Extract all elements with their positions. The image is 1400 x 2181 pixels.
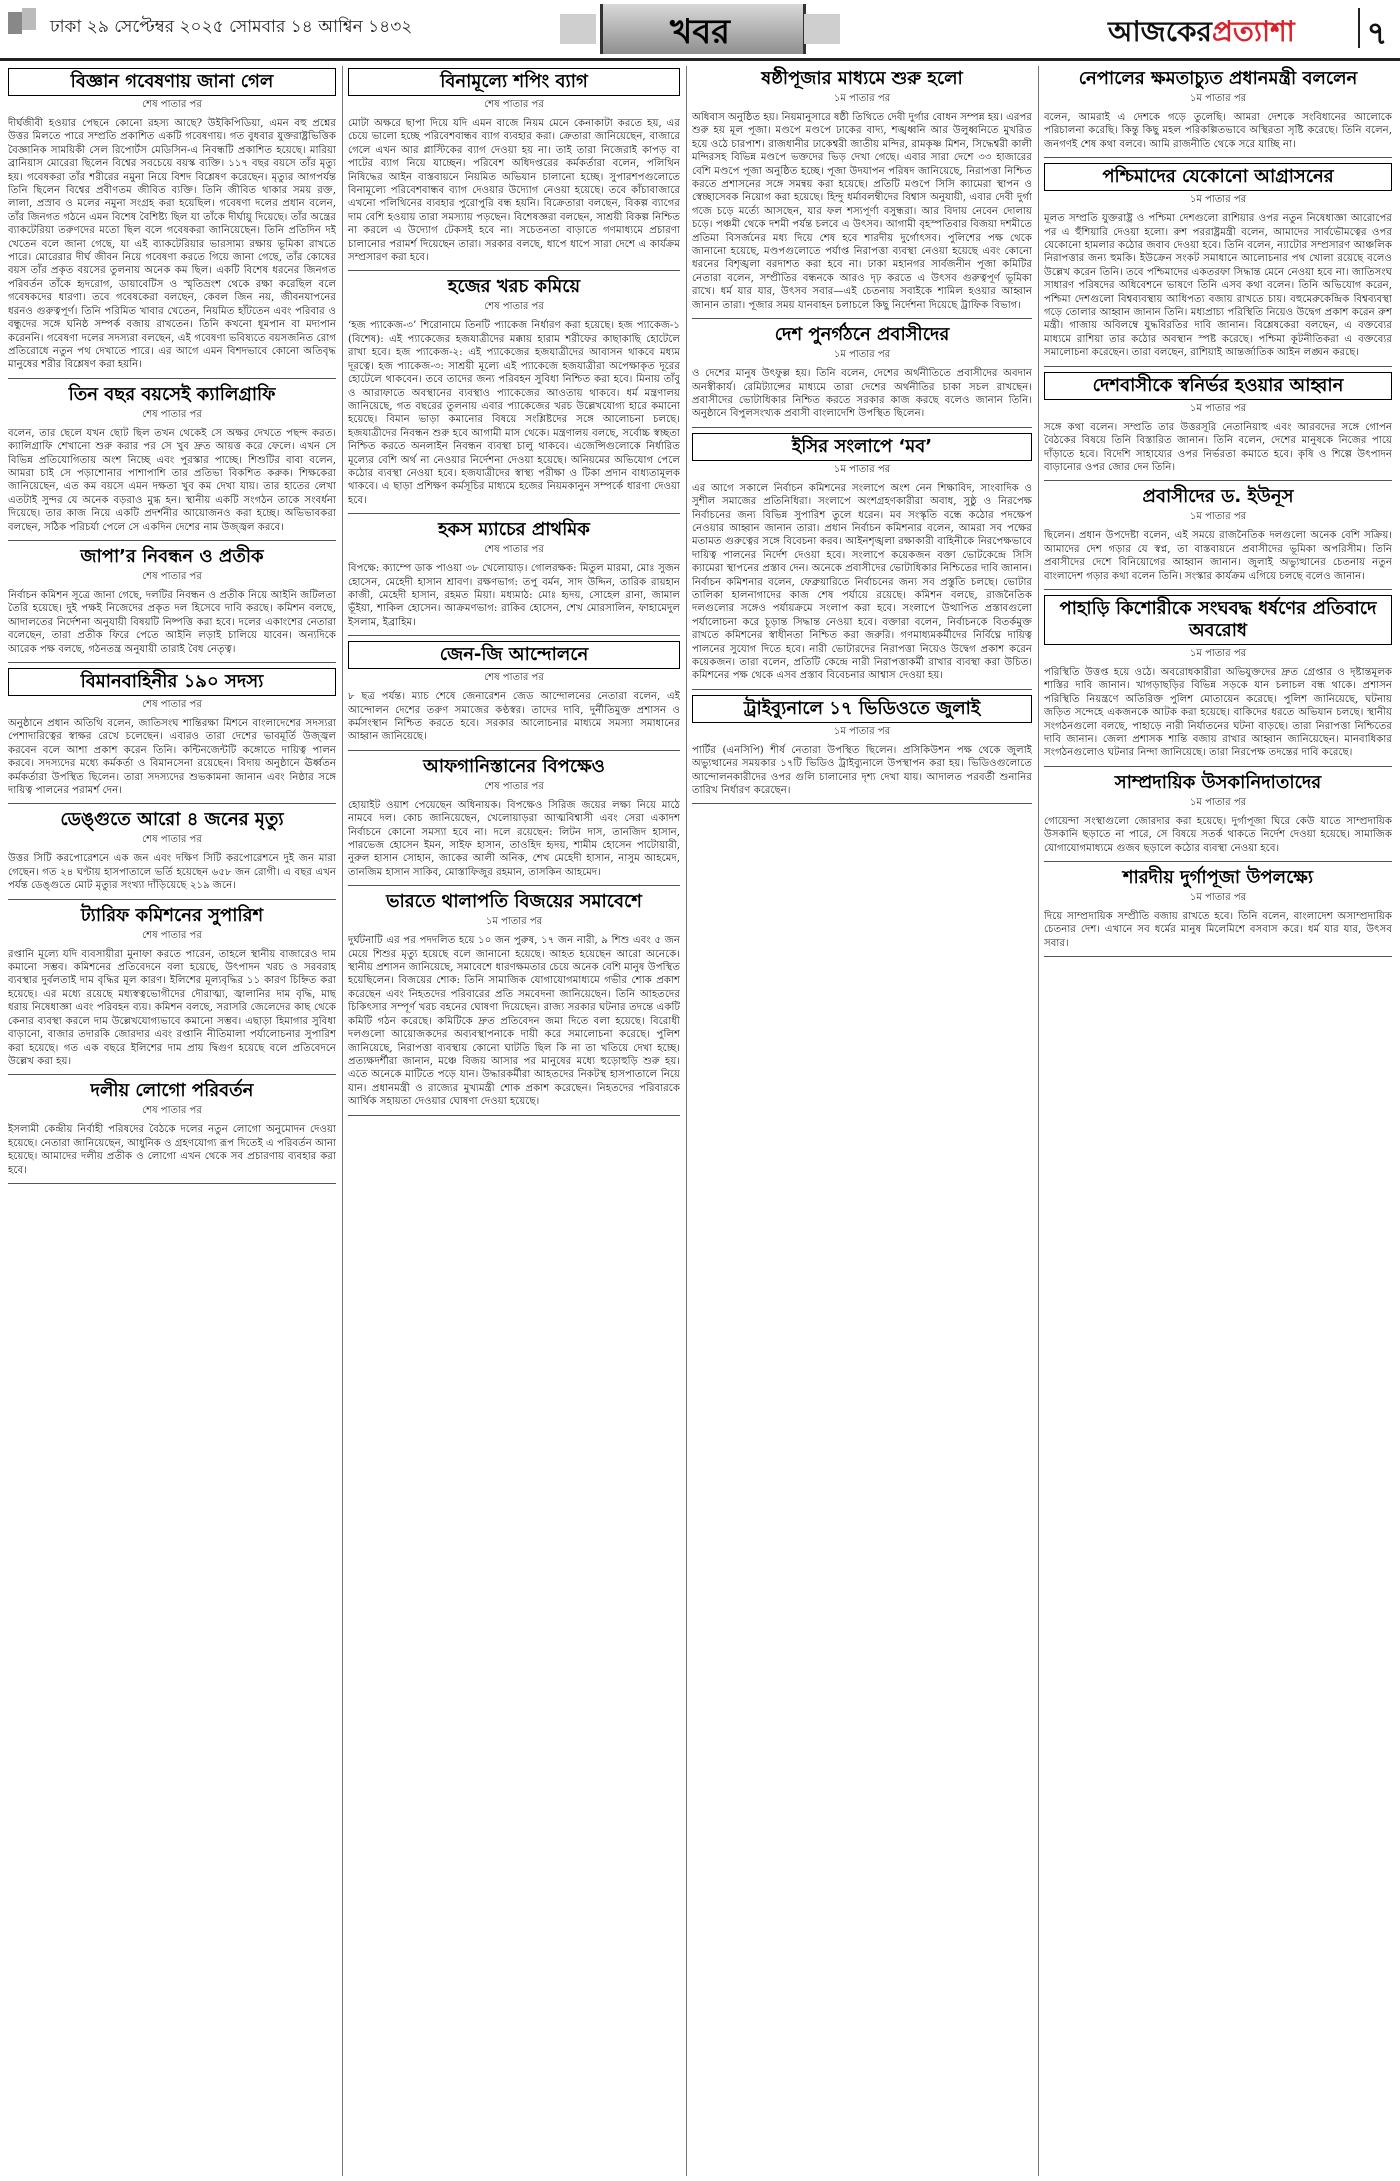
article-headline: দেশ পুনর্গঠনে প্রবাসীদের	[774, 324, 950, 346]
article-divider	[1044, 589, 1392, 590]
article-headline: দেশবাসীকে স্বনির্ভর হওয়ার আহ্বান	[1044, 372, 1392, 400]
article-body: বলেন, তার ছেলে যখন ছোট ছিল তখন থেকেই সে অক্ষর দেখতে পছন্দ করত। ক্যালিগ্রাফি শেখানো শুরু করার পর সে খুব দ্রুত আয়ত্ত করে ফেলে। এখন সে বিভিন্ন প্রতিযোগিতায় অংশ নিচ্ছে এবং পুরস্কার পাচ্ছে। শিশুটির বাবা বলেন, আমরা চাই সে পড়াশোনার পাশাপাশি তার প্রতিভা বিকশিত করুক। শিক্ষকেরা জানিয়েছেন, এত কম বয়সে এমন দক্ষতা খুব কম দেখা যায়। তার হাতের লেখা এতটাই সুন্দর যে অনেক বড়রাও মুগ্ধ হন। স্থানীয় একটি সংগঠন তাকে সংবর্ধনা দিয়েছে। তার কাজ নিয়ে একটি প্রদর্শনীর আয়োজনও করা হচ্ছে। অভিভাবকরা বলছেন, সঠিক পরিচর্যা পেলে সে একদিন দেশের নাম উজ্জ্বল করবে।	[8, 427, 336, 533]
continuation-note: ১ম পাতার পর	[1189, 402, 1247, 414]
continuation-note: ১ম পাতার পর	[833, 349, 891, 361]
article-headline: পাহাড়ি কিশোরীকে সংঘবদ্ধ ধর্ষণের প্রতিবাদে অবরোধ	[1044, 595, 1392, 645]
continuation-note: শেষ পাতার পর	[484, 99, 544, 110]
page-number: ৭	[1358, 8, 1394, 48]
article	[8, 546, 336, 656]
article-headline: বিমানবাহিনীর ১৯০ সদস্য	[8, 668, 336, 696]
article-headline: বিনামূল্যে শপিং ব্যাগ	[348, 68, 680, 96]
article-headline: পশ্চিমাদের যেকোনো আগ্রাসনের	[1044, 163, 1392, 191]
article-body: ছিলেন। প্রধান উপদেষ্টা বলেন, এই সময়ে রাজনৈতিক দলগুলো অনেক বেশি সক্রিয়। আমাদের দেশ গড়ার যে স্বপ্ন, তা বাস্তবায়নে প্রবাসীদের ভূমিকা অপরিসীম। তিনি প্রবাসীদের দেশে বিনিয়োগের আহ্বান জানান। জুলাই অভ্যুত্থানের চেতনায় নতুন বাংলাদেশ গড়ার কথা বলেন তিনি। সংস্কার কার্যক্রম এগিয়ে চলছে বলেও জানান।	[1044, 530, 1392, 582]
article-divider	[692, 427, 1032, 428]
article	[348, 68, 680, 264]
article	[8, 68, 336, 372]
article	[348, 519, 680, 629]
article	[692, 68, 1032, 312]
article-headline: প্রবাসীদের ড. ইউনূস	[1142, 486, 1294, 508]
article-divider	[8, 1183, 336, 1184]
article-divider	[1044, 480, 1392, 481]
logo-accent: প্রত্যাশা	[1211, 15, 1295, 48]
article-body: দুর্ঘটনাটি এর পর পদদলিত হয়ে ১০ জন পুরুষ, ১৭ জন নারী, ৯ শিশু এবং ৫ জন মেয়ে শিশুর মৃত্যু হয়েছে বলে জানানো হয়েছে। আহত হয়েছেন আরো অনেকে। স্থানীয় প্রশাসন জানিয়েছে, সমাবেশে ধারণক্ষমতার চেয়ে অনেক বেশি মানুষ উপস্থিত হয়েছিলেন। বিজয়ের শোক: তিনি সামাজিক যোগাযোগমাধ্যমে গভীর শোক প্রকাশ করেছেন এবং নিহতদের পরিবারের প্রতি সমবেদনা জানিয়েছেন। তিনি আহতদের চিকিৎসার সম্পূর্ণ খরচ বহনের ঘোষণা দিয়েছেন। রাজ্য সরকার ঘটনার তদন্তে একটি কমিটি গঠন করেছে। কমিটিকে দ্রুত প্রতিবেদন জমা দিতে বলা হয়েছে। বিরোধী দলগুলো আয়োজকদের অব্যবস্থাপনাকে দায়ী করে সমালোচনা করেছে। পুলিশ জানিয়েছে, নিরাপত্তা ব্যবস্থায় কোনো ঘাটতি ছিল কি না তা খতিয়ে দেখা হচ্ছে। প্রত্যক্ষদর্শীরা জানান, মঞ্চে বিজয় আসার পর মানুষের মধ্যে হুড়োহুড়ি শুরু হয়। এতে অনেকে মাটিতে পড়ে যান। উদ্ধারকর্মীরা আহতদের নিকটস্থ হাসপাতালে নিয়ে যান। প্রধানমন্ত্রী ও রাজ্যের মুখ্যমন্ত্রী শোক প্রকাশ করেছেন। নিহতদের পরিবারকে আর্থিক সহায়তা দেওয়ার ঘোষণা দেওয়া হয়েছে।	[348, 935, 680, 1108]
article-divider	[8, 803, 336, 804]
column-divider	[342, 66, 343, 2176]
article-body: এর আগে সকালে নির্বাচন কমিশনের সংলাপে অংশ নেন শিক্ষাবিদ, সাংবাদিক ও সুশীল সমাজের প্রতিনিধিরা। সংলাপে অংশগ্রহণকারীরা অবাধ, সুষ্ঠু ও নিরপেক্ষ নির্বাচনের জন্য বিভিন্ন সুপারিশ তুলে ধরেন। মব সংস্কৃতি বন্ধে কঠোর পদক্ষেপ নেওয়ার আহ্বান জানান তারা। প্রধান নির্বাচন কমিশনার বলেন, আমরা সব পক্ষের মতামত গুরুত্বের সঙ্গে বিবেচনা করব। আইনশৃঙ্খলা রক্ষাকারী বাহিনীকে নিরপেক্ষভাবে দায়িত্ব পালনের নির্দেশ দেওয়া হবে। সংলাপে কয়েকজন বক্তা ভোটকেন্দ্রে সিসি ক্যামেরা স্থাপনের প্রস্তাব দেন। অনেকে প্রবাসীদের ভোটাধিকার নিশ্চিতের দাবি জানান। নির্বাচন কমিশনার বলেন, ফেব্রুয়ারিতে নির্বাচনের জন্য সব প্রস্তুতি চলছে। ভোটার তালিকা হালনাগাদের কাজ শেষ পর্যায়ে রয়েছে। কমিশন বলছে, রাজনৈতিক দলগুলোর সঙ্গেও পর্যায়ক্রমে সংলাপ করা হবে। সংলাপে উত্থাপিত প্রস্তাবগুলো পর্যালোচনা করে চূড়ান্ত সিদ্ধান্ত নেওয়া হবে। বক্তারা বলেন, নির্বাচনকে বিতর্কমুক্ত রাখতে কমিশনের স্বাধীনতা নিশ্চিত করা জরুরি। গণমাধ্যমকর্মীদের নির্বিঘ্নে দায়িত্ব পালনের সুযোগ দিতে হবে। নারী ভোটারদের নিরাপত্তা নিয়েও উদ্বেগ প্রকাশ করেন কয়েকজন। তারা বলেন, প্রতিটি কেন্দ্রে নারী নিরাপত্তাকর্মী রাখার ব্যবস্থা করা উচিত। কমিশনের পক্ষ থেকে এসব প্রস্তাব বিবেচনার আশ্বাস দেওয়া হয়।	[692, 482, 1032, 682]
article-body: মূলত সম্প্রতি যুক্তরাষ্ট্র ও পশ্চিমা দেশগুলো রাশিয়ার ওপর নতুন নিষেধাজ্ঞা আরোপের পর এ হুঁশিয়ারি দেওয়া হলো। রুশ পররাষ্ট্রমন্ত্রী বলেন, আমাদের সার্বভৌমত্বের ওপর যেকোনো হামলার কঠোর জবাব দেওয়া হবে। তিনি বলেন, ন্যাটোর সম্প্রসারণ আঞ্চলিক নিরাপত্তার জন্য হুমকি। ইউক্রেন সংকট সমাধানে আলোচনার পথ খোলা রয়েছে বলেও উল্লেখ করেন তিনি। তবে পশ্চিমাদের একতরফা সিদ্ধান্ত মেনে নেওয়া হবে না। জাতিসংঘ সাধারণ পরিষদের অধিবেশনে ভাষণে তিনি এসব কথা বলেন। তিনি অভিযোগ করেন, পশ্চিমা দেশগুলো বিশ্বব্যবস্থায় আধিপত্য বজায় রাখতে চায়। বহুমেরুকেন্দ্রিক বিশ্বব্যবস্থা গড়ে তোলার আহ্বান জানান তিনি। মধ্যপ্রাচ্য পরিস্থিতি নিয়েও উদ্বেগ প্রকাশ করেন রুশ মন্ত্রী। গাজায় অবিলম্বে যুদ্ধবিরতির দাবি জানান। বিশ্লেষকেরা বলছেন, এ বক্তব্যের মাধ্যমে রাশিয়া তার কঠোর অবস্থান স্পষ্ট করেছে। পশ্চিমা কূটনীতিকরা এ বক্তব্যের সমালোচনা করেছেন। তারা বলছেন, রাশিয়াই আন্তর্জাতিক আইন লঙ্ঘন করছে।	[1044, 213, 1392, 359]
continuation-note: শেষ পাতার পর	[484, 544, 544, 556]
article-body: নির্বাচন কমিশন সূত্রে জানা গেছে, দলটির নিবন্ধন ও প্রতীক নিয়ে আইনি জটিলতা তৈরি হয়েছে। দুই পক্ষই নিজেদের প্রকৃত দল হিসেবে দাবি করছে। কমিশন বলছে, আদালতের নির্দেশনা অনুযায়ী বিষয়টি নিষ্পত্তি করা হবে। দলের একাংশের নেতারা বলেছেন, তারা প্রতীক ফিরে পেতে আইনি লড়াই চালিয়ে যাবেন। অন্যদিকে আরেক পক্ষ বলছে, গঠনতন্ত্র অনুযায়ী তারাই বৈধ নেতৃত্ব।	[8, 589, 336, 655]
article-headline: আফগানিস্তানের বিপক্ষেও	[423, 755, 605, 777]
article-headline: বিজ্ঞান গবেষণায় জানা গেল	[8, 68, 336, 96]
article-divider	[8, 1074, 336, 1075]
article-body: হোয়াইট ওয়াশ পেয়েছেন অধিনায়ক। বিপক্ষেও সিরিজ জয়ের লক্ষ্য নিয়ে মাঠে নামবে দল। কোচ জানিয়েছেন, খেলোয়াড়রা আত্মবিশ্বাসী এবং সেরা একাদশ নির্বাচনে কোনো সমস্যা হবে না। দলে রয়েছেন: লিটন দাস, তানজিদ হাসান, পারভেজ হোসেন ইমন, সাইফ হাসান, তাওহিদ হৃদয়, শামীম হোসেন পাটোয়ারী, নুরুল হাসান সোহান, জাকের আলী অনিক, শেখ মেহেদী হাসান, নাসুম আহমেদ, তানজিম হাসান সাকিব, মোস্তাফিজুর রহমান, তাসকিন আহমেদ।	[348, 799, 680, 878]
article-divider	[692, 689, 1032, 690]
article-headline: ভারতে থালাপতি বিজয়ের সমাবেশে	[386, 891, 642, 913]
article-headline: ইসির সংলাপে ‘মব’	[692, 433, 1032, 461]
article-body: অনুষ্ঠানে প্রধান অতিথি বলেন, জাতিসংঘ শান্তিরক্ষা মিশনে বাংলাদেশের সদস্যরা পেশাদারিত্বের স্বাক্ষর রেখে চলেছেন। এবারও তারা দেশের ভাবমূর্তি উজ্জ্বল করবেন বলে আশা প্রকাশ করেন তিনি। কন্টিনজেন্টটি কঙ্গোতে দায়িত্ব পালন করবে। সদস্যদের মধ্যে কর্মকর্তা ও বিমানসেনা রয়েছেন। বিদায় অনুষ্ঠানে ঊর্ধ্বতন কর্মকর্তারা উপস্থিত ছিলেন। তারা সদস্যদের শুভকামনা জানান এবং নিষ্ঠার সঙ্গে দায়িত্ব পালনের পরামর্শ দেন।	[8, 718, 336, 797]
continuation-note: ১ম পাতার পর	[833, 93, 891, 104]
article	[348, 641, 680, 744]
article	[1044, 163, 1392, 359]
article-headline: ট্যারিফ কমিশনের সুপারিশ	[80, 904, 264, 926]
article-divider	[8, 378, 336, 379]
issue-date: ঢাকা ২৯ সেপ্টেম্বর ২০২৫ সোমবার ১৪ আশ্বিন ১৪৩২	[50, 17, 413, 37]
continuation-note: শেষ পাতার পর	[142, 1105, 202, 1117]
continuation-note: ১ম পাতার পর	[833, 463, 891, 475]
article	[8, 668, 336, 797]
logo-main: আজকের	[1108, 15, 1212, 48]
article-body: গোয়েন্দা সংস্থাগুলো জোরদার করা হয়েছে। দুর্গাপূজা ঘিরে কেউ যাতে সাম্প্রদায়িক উসকানি ছড়াতে না পারে, সে বিষয়ে সতর্ক থাকতে নির্দেশ দেওয়া হয়েছে। সামাজিক যোগাযোগমাধ্যমে গুজব ছড়ালে কঠোর ব্যবস্থা নেওয়া হবে।	[1044, 815, 1392, 854]
article	[8, 1080, 336, 1177]
column-2	[348, 66, 680, 2176]
continuation-note: শেষ পাতার পর	[484, 780, 544, 792]
article	[8, 809, 336, 892]
article-divider	[348, 1115, 680, 1116]
article-body: বলেন, আমরাই এ দেশকে গড়ে তুলেছি। আমরা দেশকে সংবিধানের আলোকে পরিচালনা করেছি। কিন্তু কিছু মহল পরিকল্পিতভাবে অস্থিরতা সৃষ্টি করেছে। তিনি বলেন, জনগণই শেষ কথা বলবে। আমি রাজনীতি থেকে সরে যাচ্ছি না।	[1044, 112, 1392, 150]
article-divider	[348, 270, 680, 271]
article-headline: সাম্প্রদায়িক উসকানিদাতাদের	[1114, 771, 1322, 793]
continuation-note: শেষ পাতার পর	[142, 834, 202, 846]
continuation-note: শেষ পাতার পর	[142, 570, 202, 582]
column-4	[1044, 66, 1392, 2176]
article-body: পরিস্থিতি উত্তপ্ত হয়ে ওঠে। অবরোধকারীরা অভিযুক্তদের দ্রুত গ্রেপ্তার ও দৃষ্টান্তমূলক শাস্তির দাবি জানান। খাগড়াছড়ির বিভিন্ন সড়কে যান চলাচল বন্ধ থাকে। প্রশাসন পরিস্থিতি নিয়ন্ত্রণে অতিরিক্ত পুলিশ মোতায়েন করেছে। পুলিশ জানিয়েছে, ঘটনায় জড়িত সন্দেহে একজনকে আটক করা হয়েছে। বাকিদের ধরতে অভিযান চলছে। স্থানীয় সংগঠনগুলো বলছে, পাহাড়ে নারী নির্যাতনের ঘটনা বাড়ছে। তারা নিরাপত্তা নিশ্চিতের দাবি জানান। জেলা প্রশাসক শান্তি বজায় রাখার আহ্বান জানিয়েছেন। মানবাধিকার সংগঠনগুলোও ঘটনার নিন্দা জানিয়েছে। তারা নিরপেক্ষ তদন্তের দাবি করেছে।	[1044, 666, 1392, 759]
continuation-note: শেষ পাতার পর	[484, 301, 544, 313]
article-headline: জেন-জি আন্দোলনে	[348, 641, 680, 669]
article	[1044, 486, 1392, 583]
continuation-note: ১ম পাতার পর	[1189, 194, 1247, 206]
article-headline: ট্রাইব্যুনালে ১৭ ভিডিওতে জুলাই	[692, 695, 1032, 723]
section-title: খবর	[670, 12, 730, 52]
article	[1044, 595, 1392, 760]
continuation-note: ১ম পাতার পর	[1189, 892, 1247, 903]
article-body: সঙ্গে কথা বলেন। সম্প্রতি তার উত্তরসূরি নেতানিয়াহু এবং আরবদের সঙ্গে গোপন বৈঠকের বিষয়ে তিনি বিস্তারিত জানান। তিনি বলেন, দেশের মানুষকে নিজের পায়ে দাঁড়াতে হবে। বিদেশি সাহায্যের ওপর নির্ভরতা কমাতে হবে। কৃষি ও শিল্পে উৎপাদন বাড়ানোর ওপর জোর দেন তিনি।	[1044, 421, 1392, 473]
continuation-note: শেষ পাতার পর	[484, 672, 544, 684]
header-rule	[0, 58, 1400, 61]
article-divider	[1044, 157, 1392, 158]
article	[1044, 772, 1392, 855]
section-band-right	[804, 14, 840, 44]
article	[348, 276, 680, 507]
article-body: ৮ ছত্র পর্যন্ত। ম্যাচ শেষে জেনারেশন জেড আন্দোলনের নেতারা বলেন, এই আন্দোলন দেশের তরুণ সমাজের কণ্ঠস্বর। তাদের দাবি, দুর্নীতিমুক্ত প্রশাসন ও কর্মসংস্থান নিশ্চিত করতে হবে। সরকার আলোচনার মাধ্যমে সমস্যা সমাধানের আহ্বান জানিয়েছে।	[348, 691, 680, 743]
continuation-note: ১ম পাতার পর	[1189, 511, 1247, 523]
article-headline: তিন বছর বয়সেই ক্যালিগ্রাফি	[68, 383, 276, 405]
article-headline: হজের খরচ কমিয়ে	[447, 276, 581, 298]
continuation-note: শেষ পাতার পর	[142, 699, 202, 710]
continuation-note: শেষ পাতার পর	[142, 408, 202, 420]
article-divider	[1044, 766, 1392, 767]
article-divider	[8, 899, 336, 900]
section-band-left	[560, 14, 596, 44]
continuation-note: ১ম পাতার পর	[485, 916, 543, 928]
article-body: ও দেশের মানুষ উৎফুল্ল হয়। তিনি বলেন, দেশের অর্থনীতিতে প্রবাসীদের অবদান অনস্বীকার্য। রেমিট্যান্সের মাধ্যমে তারা দেশের অর্থনীতির চাকা সচল রাখছেন। প্রবাসীদের ভোটাধিকার নিশ্চিত করতে সরকার কাজ করছে বলেও জানান তিনি। অনুষ্ঠানে বিপুলসংখ্যক প্রবাসী বাংলাদেশি উপস্থিত ছিলেন।	[692, 368, 1032, 420]
article-body: উত্তর সিটি করপোরেশনে এক জন এবং দক্ষিণ সিটি করপোরেশনে দুই জন মারা গেছেন। গত ২৪ ঘণ্টায় হাসপাতালে ভর্তি হয়েছেন ৬৫৮ জন রোগী। এ বছর এখন পর্যন্ত ডেঙ্গুতে মোট মৃত্যুর সংখ্যা দাঁড়িয়েছে ২১৯ জনে।	[8, 853, 336, 892]
column-divider	[1038, 66, 1039, 2176]
column-divider	[686, 66, 687, 2176]
article-divider	[692, 318, 1032, 319]
page-corner-icon	[6, 6, 38, 38]
article-body: দিয়ে সাম্প্রদায়িক সম্প্রীতি বজায় রাখতে হবে। তিনি বলেন, বাংলাদেশ অসাম্প্রদায়িক চেতনার দেশ। এখানে সব ধর্মের মানুষ মিলেমিশে বসবাস করে। ধর্ম যার যার, উৎসব সবার।	[1044, 911, 1392, 949]
page-header	[0, 0, 1400, 62]
newspaper-logo	[1108, 10, 1295, 57]
article-body: দীর্ঘজীবী হওয়ার পেছনে কোনো রহস্য আছে? উইকিপিডিয়া, এমন বহু প্রশ্নের উত্তর মিলতে পারে সম্প্রতি প্রকাশিত একটি গবেষণায়। গত বুধবার যুক্তরাষ্ট্রভিত্তিক বৈজ্ঞানিক সাময়িকী সেল রিপোর্টস মেডিসিন-এ নিবন্ধটি প্রকাশিত হয়েছে। মারিয়া ব্রানিয়াস মোরেরা ছিলেন বিশ্বের সবচেয়ে বয়স্ক ব্যক্তি। ১১৭ বছর বয়সে তাঁর মৃত্যু হয়। গবেষকরা তাঁর শরীরের নমুনা নিয়ে বিশদ বিশ্লেষণ করেছেন। মৃত্যুর আগপর্যন্ত তিনি ছিলেন বিশ্বের প্রবীণতম জীবিত ব্যক্তি। তিনি জীবিত থাকার সময় রক্ত, লালা, প্রস্রাব ও মলের নমুনা সংগ্রহ করা হয়েছিল। গবেষণা দলের প্রধান বলেন, তাঁর জিনগত গঠনে এমন বিশেষ বৈশিষ্ট্য ছিল যা তাঁকে দীর্ঘায়ু দিয়েছে। তাঁর অন্ত্রের ব্যাকটেরিয়া তরুণদের মতো ছিল বলে গবেষকরা জানিয়েছেন। তিনি প্রতিদিন দই খেতেন বলে জানা গেছে, যা এই ব্যাকটেরিয়ার ভারসাম্য রক্ষায় ভূমিকা রাখতে পারে। মোরেরার দীর্ঘ জীবন নিয়ে গবেষণা করতে গিয়ে জানা গেছে, তাঁর কোষের বয়স তাঁর প্রকৃত বয়সের তুলনায় অনেক কম ছিল। একটি বিশেষ ধরনের জিনগত পরিবর্তন তাঁকে হৃদরোগ, ডায়াবেটিস ও স্মৃতিভ্রংশ থেকে রক্ষা করেছিল বলে গবেষকদের ধারণা। তবে গবেষকেরা বলছেন, কেবল জিন নয়, জীবনযাপনের ধরনও গুরুত্বপূর্ণ। তিনি পরিমিত খাবার খেতেন, নিয়মিত হাঁটতেন এবং পরিবার ও বন্ধুদের সঙ্গে ঘনিষ্ঠ সম্পর্ক বজায় রাখতেন। তিনি কখনো ধূমপান বা মদ্যপান করেননি। গবেষণা দলের সদস্যরা বলছেন, এই গবেষণা ভবিষ্যতে বয়সজনিত রোগ প্রতিরোধে নতুন পথ দেখাতে পারে। এর আগে এমন বিশদভাবে কোনো অতিবৃদ্ধ মানুষের শরীর বিশ্লেষণ করা হয়নি।	[8, 118, 336, 371]
article-divider	[348, 885, 680, 886]
article-headline: শারদীয় দুর্গাপূজা উপলক্ষ্যে	[1122, 867, 1314, 888]
article-divider	[1044, 366, 1392, 367]
article-headline: দলীয় লোগো পরিবর্তন	[90, 1080, 254, 1102]
article-body: পার্টির (এনসিপি) শীর্ষ নেতারা উপস্থিত ছিলেন। প্রসিকিউশন পক্ষ থেকে জুলাই অভ্যুত্থানের সময়কার ১৭টি ভিডিও ট্রাইব্যুনালে উপস্থাপন করা হয়। ভিডিওগুলোতে আন্দোলনকারীদের ওপর গুলি চালানোর দৃশ্য দেখা যায়। আদালত পরবর্তী শুনানির তারিখ নির্ধারণ করেছেন।	[692, 744, 1032, 797]
article-body: বিপক্ষে: ক্যাম্পে ডাক পাওয়া ৩৮ খেলোয়াড়। গোলরক্ষক: মিতুল মারমা, মোঃ সুজন হোসেন, মেহেদী হাসান শ্রাবণ। রক্ষণভাগ: তপু বর্মন, সাদ উদ্দিন, তারিক রায়হান কাজী, মেহেদী হাসান, রহমত মিয়া। মধ্যমাঠ: মোঃ হৃদয়, সোহেল রানা, জামাল ভূঁইয়া, শাকিল হোসেন। আক্রমণভাগ: রাকিব হোসেন, শেখ মোরসালিন, ফাহামেদুল ইসলাম, ইব্রাহিম।	[348, 563, 680, 628]
article	[8, 384, 336, 534]
article-headline: জাপা’র নিবন্ধন ও প্রতীক	[80, 545, 264, 567]
article	[692, 324, 1032, 421]
continuation-note: ১ম পাতার পর	[1189, 93, 1247, 104]
article-headline: হকস ম্যাচের প্রাথমিক	[438, 519, 590, 541]
continuation-note: ১ম পাতার পর	[833, 725, 891, 737]
continuation-note: ১ম পাতার পর	[1189, 796, 1247, 808]
article-divider	[8, 662, 336, 663]
article-headline: ষষ্ঠীপূজার মাধ্যমে শুরু হলো	[761, 68, 963, 89]
article	[348, 891, 680, 1108]
column-1	[8, 66, 336, 2176]
article-body: ইসলামী কেন্দ্রীয় নির্বাহী পরিষদের বৈঠকে দলের নতুন লোগো অনুমোদন দেওয়া হয়েছে। নেতারা জানিয়েছেন, আধুনিক ও গ্রহণযোগ্য রূপ দিতেই এ পরিবর্তন আনা হয়েছে। আমাদের দলীয় প্রতীক ও লোগো এখন থেকে সব প্রচারণায় ব্যবহার করা হবে।	[8, 1124, 336, 1176]
article	[8, 905, 336, 1069]
continuation-note: ১ম পাতার পর	[1189, 647, 1247, 659]
article	[692, 695, 1032, 798]
article-divider	[1044, 956, 1392, 957]
article-headline: ডেঙ্গুতে আরো ৪ জনের মৃত্যু	[60, 809, 284, 831]
article	[1044, 68, 1392, 151]
article-divider	[348, 513, 680, 514]
article	[1044, 372, 1392, 475]
article-divider	[1044, 861, 1392, 862]
continuation-note: শেষ পাতার পর	[142, 929, 202, 941]
article-divider	[692, 803, 1032, 804]
article-divider	[8, 540, 336, 541]
article-divider	[348, 635, 680, 636]
continuation-note: শেষ পাতার পর	[142, 99, 202, 110]
column-3	[692, 66, 1032, 2176]
article	[1044, 867, 1392, 950]
article-body: অধিবাস অনুষ্ঠিত হয়। নিয়মানুসারে ষষ্ঠী তিথিতে দেবী দুর্গার বোধন সম্পন্ন হয়। এরপর শুরু হয় মূল পূজা। মণ্ডপে মণ্ডপে ঢাকের বাদ্য, শঙ্খধ্বনি আর উলুধ্বনিতে মুখরিত হয়ে ওঠে চারপাশ। রাজধানীর ঢাকেশ্বরী জাতীয় মন্দির, রামকৃষ্ণ মিশন, সিদ্ধেশ্বরী কালী মন্দিরসহ বিভিন্ন মণ্ডপে ভক্তদের ভিড় দেখা গেছে। এবার সারা দেশে ৩৩ হাজারের বেশি মণ্ডপে পূজা অনুষ্ঠিত হচ্ছে। পূজা উদযাপন পরিষদ জানিয়েছে, নিরাপত্তা নিশ্চিত করতে প্রশাসনের সঙ্গে সমন্বয় করা হয়েছে। প্রতিটি মণ্ডপে সিসি ক্যামেরা স্থাপন ও স্বেচ্ছাসেবক নিয়োগ করা হয়েছে। হিন্দু ধর্মাবলম্বীদের বিশ্বাস অনুযায়ী, এবার দেবী দুর্গা গজে চড়ে মর্ত্যে আসছেন, যার ফল শস্যপূর্ণা বসুন্ধরা। আর বিদায় নেবেন দোলায় চড়ে। পঞ্চমী থেকে দশমী পর্যন্ত চলবে এ উৎসব। আগামী বৃহস্পতিবার বিজয়া দশমীতে প্রতিমা বিসর্জনের মধ্য দিয়ে শেষ হবে শারদীয় দুর্গোৎসব। পুলিশের পক্ষ থেকে জানানো হয়েছে, মণ্ডপগুলোতে পর্যাপ্ত নিরাপত্তা ব্যবস্থা নেওয়া হয়েছে এবং কোনো ধরনের বিশৃঙ্খলা বরদাশত করা হবে না। ঢাকা মহানগর সার্বজনীন পূজা কমিটির নেতারা বলেন, সম্প্রীতির বন্ধনকে আরও দৃঢ় করতে এ উৎসব গুরুত্বপূর্ণ ভূমিকা রাখে। ধর্ম যার যার, উৎসব সবার—এই চেতনায় সবাইকে শামিল হওয়ার আহ্বান জানান তারা। পূজার সময় যানবাহন চলাচলে কিছু নির্দেশনা দিয়েছে ট্রাফিক বিভাগ।	[692, 112, 1032, 311]
article	[692, 433, 1032, 683]
article-headline: নেপালের ক্ষমতাচ্যুত প্রধানমন্ত্রী বললেন	[1078, 68, 1358, 89]
article	[348, 756, 680, 879]
article-body: মোটা অক্ষরে ছাপা দিয়ে যদি এমন বাজে নিয়ম মেনে কেনাকাটা করতে হয়, এর চেয়ে ভালো হচ্ছে পরিবেশবান্ধব ব্যাগ ব্যবহার করা। ক্রেতারা জানিয়েছেন, বাজারে গেলে এখন আর প্লাস্টিকের ব্যাগ দেওয়া হয় না। তাই তারা নিজেরাই কাপড় বা পাটের ব্যাগ নিয়ে যাচ্ছেন। পরিবেশ অধিদপ্তরের কর্মকর্তারা বলেন, পলিথিন নিষিদ্ধের আইন বাস্তবায়নে নিয়মিত অভিযান চালানো হচ্ছে। সুপারশপগুলোতে বিনামূল্যে পরিবেশবান্ধব ব্যাগ দেওয়ার উদ্যোগ নেওয়া হয়েছে। তবে কাঁচাবাজারে এখনো পলিথিনের ব্যবহার পুরোপুরি বন্ধ হয়নি। বিক্রেতারা বলছেন, বিকল্প ব্যাগের দাম বেশি হওয়ায় তারা সমস্যায় পড়ছেন। বিশেষজ্ঞরা বলছেন, সাশ্রয়ী বিকল্প নিশ্চিত না করলে এ উদ্যোগ টেকসই হবে না। সচেতনতা বাড়াতে গণমাধ্যমে প্রচারণা চালানোর পরামর্শ দিয়েছেন তারা। সরকার বলছে, ধাপে ধাপে সারা দেশে এ কার্যক্রম সম্প্রসারণ করা হবে।	[348, 118, 680, 264]
article-body: ‘হজ প্যাকেজ-৩’ শিরোনামে তিনটি প্যাকেজ নির্ধারণ করা হয়েছে। হজ প্যাকেজ-১ (বিশেষ): এই প্যাকেজের হজযাত্রীদের মক্কায় হারাম শরীফের কাছাকাছি হোটেলে রাখা হবে। হজ প্যাকেজ-২: এই প্যাকেজের হজযাত্রীদের আবাসন থাকবে মধ্যম দূরত্বে। হজ প্যাকেজ-৩: সাশ্রয়ী মূল্যে এই প্যাকেজে হজযাত্রীরা অপেক্ষাকৃত দূরের হোটেলে থাকবেন। তবে তাদের জন্য পরিবহন সুবিধা নিশ্চিত করা হবে। মিনায় তাঁবু ও আরাফাতে অবস্থানের ব্যবস্থাও প্যাকেজের আওতায় থাকবে। ধর্ম মন্ত্রণালয় জানিয়েছে, গত বছরের তুলনায় এবার প্যাকেজের খরচ উল্লেখযোগ্য হারে কমানো হয়েছে। বিমান ভাড়া কমানোর বিষয়ে সংশ্লিষ্টদের সঙ্গে আলোচনা চলছে। হজযাত্রীদের নিবন্ধন শুরু হবে আগামী মাস থেকে। মন্ত্রণালয় বলছে, সর্বোচ্চ স্বচ্ছতা নিশ্চিত করতে অনলাইন নিবন্ধন ব্যবস্থা চালু থাকবে। এজেন্সিগুলোকে নির্ধারিত মূল্যের বেশি অর্থ না নেওয়ার নির্দেশনা দেওয়া হয়েছে। অনিয়মের অভিযোগ পেলে কঠোর ব্যবস্থা নেওয়া হবে। হজযাত্রীদের স্বাস্থ্য পরীক্ষা ও টিকা প্রদান বাধ্যতামূলক থাকবে। এ ছাড়া প্রশিক্ষণ কর্মসূচির মাধ্যমে হজের নিয়মকানুন সম্পর্কে ধারণা দেওয়া হবে।	[348, 320, 680, 506]
article-body: রপ্তানি মূল্যে যদি ব্যবসায়ীরা মুনাফা করতে পারেন, তাহলে স্থানীয় বাজারেও দাম কমানো সম্ভব। কমিশনের প্রতিবেদনে বলা হয়েছে, উৎপাদন খরচ ও সরবরাহ ব্যবস্থার দুর্বলতাই দাম বৃদ্ধির মূল কারণ। ইলিশের মূল্যবৃদ্ধির ১১ কারণ চিহ্নিত করা হয়েছে। এর মধ্যে রয়েছে মধ্যস্বত্বভোগীদের দৌরাত্ম্য, জ্বালানির দাম বৃদ্ধি, মাছ ধরায় নিষেধাজ্ঞা এবং পরিবহন ব্যয়। কমিশন বলছে, সরাসরি জেলেদের কাছ থেকে কেনার ব্যবস্থা করলে দাম উল্লেখযোগ্যভাবে কমানো সম্ভব। এছাড়া হিমাগার সুবিধা বাড়ানো, বাজার তদারকি জোরদার এবং রপ্তানি নীতিমালা পর্যালোচনার সুপারিশ করা হয়েছে। গত এক বছরে ইলিশের দাম প্রায় দ্বিগুণ হয়েছে বলে প্রতিবেদনে উল্লেখ করা হয়।	[8, 948, 336, 1067]
article-divider	[348, 750, 680, 751]
